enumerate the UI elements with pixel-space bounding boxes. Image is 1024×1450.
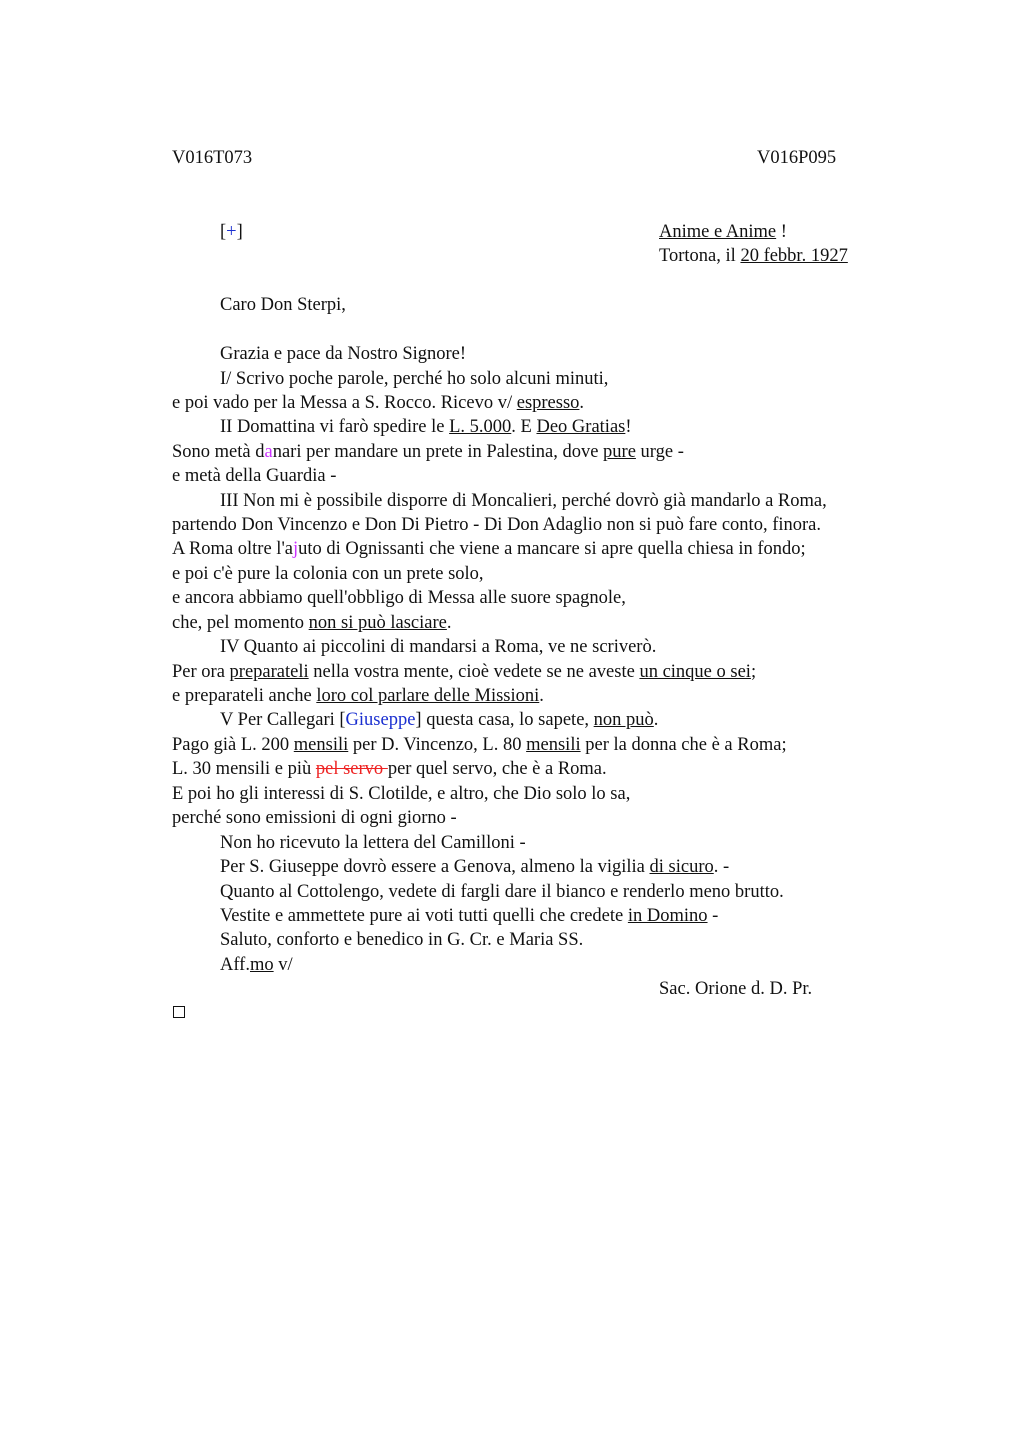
letter-date: 20 febbr. 1927 xyxy=(740,246,848,266)
cross-icon: + xyxy=(226,222,237,242)
closing: Aff.mo v/ xyxy=(220,955,293,975)
body-line: Sono metà danari per mandare un prete in Palestina, dove pure urge - xyxy=(172,442,684,462)
correction-mark: j xyxy=(293,539,299,559)
motto-text: Anime e Anime xyxy=(659,222,777,242)
place-text: Tortona, il xyxy=(659,246,741,266)
body-line: Saluto, conforto e benedico in G. Cr. e Maria SS. xyxy=(220,930,584,950)
body-line: che, pel momento non si può lasciare. xyxy=(172,613,452,633)
body-line: e ancora abbiamo quell'obbligo di Messa alle suore spagnole, xyxy=(172,588,626,608)
body-line: A Roma oltre l'ajuto di Ognissanti che viene a mancare si apre quella chiesa in fondo; xyxy=(172,539,806,559)
deleted-text: pel servo xyxy=(315,759,388,779)
body-line: Per S. Giuseppe dovrò essere a Genova, almeno la vigilia di sicuro. - xyxy=(220,857,730,877)
body-line: L. 30 mensili e più pel servo per quel servo, che è a Roma. xyxy=(172,759,607,779)
cross-bracket-open: [ xyxy=(220,222,227,242)
body-line: I/ Scrivo poche parole, perché ho solo alcuni minuti, xyxy=(220,369,609,389)
motto-suffix: ! xyxy=(776,222,787,242)
body-line: e poi c'è pure la colonia con un prete solo, xyxy=(172,564,484,584)
end-box-icon xyxy=(173,1006,185,1018)
body-line: Quanto al Cottolengo, vedete di fargli dare il bianco e renderlo meno brutto. xyxy=(220,882,784,902)
salutation: Caro Don Sterpi, xyxy=(220,295,346,315)
cross-bracket-close: ] xyxy=(236,222,243,242)
signature: Sac. Orione d. D. Pr. xyxy=(659,979,813,999)
body-line: Non ho ricevuto la lettera del Camilloni - xyxy=(220,833,526,853)
body-line: III Non mi è possibile disporre di Moncalieri, perché dovrò già mandarlo a Roma, xyxy=(220,491,827,511)
body-line: Vestite e ammettete pure ai voti tutti quelli che credete in Domino - xyxy=(220,906,719,926)
body-line: Per ora preparateli nella vostra mente, cioè vedete se ne aveste un cinque o sei; xyxy=(172,662,757,682)
body-line: perché sono emissioni di ogni giorno - xyxy=(172,808,457,828)
document-code-left: V016T073 xyxy=(172,148,253,168)
body-line: II Domattina vi farò spedire le L. 5.000. E Deo Gratias! xyxy=(220,417,632,437)
body-line: e metà della Guardia - xyxy=(172,466,337,486)
place-date xyxy=(659,244,848,268)
body-line: e poi vado per la Messa a S. Rocco. Ricevo v/ espresso. xyxy=(172,393,585,413)
body-line: Pago già L. 200 mensili per D. Vincenzo, L. 80 mensili per la donna che è a Roma; xyxy=(172,735,787,755)
body-line: e preparateli anche loro col parlare delle Missioni. xyxy=(172,686,544,706)
body-line: V Per Callegari [Giuseppe] questa casa, lo sapete, non può. xyxy=(220,710,659,730)
body-line: partendo Don Vincenzo e Don Di Pietro - Di Don Adaglio non si può fare conto, finora. xyxy=(172,515,821,535)
motto xyxy=(659,220,787,244)
cross-mark xyxy=(220,220,243,244)
correction-mark: a xyxy=(264,442,273,462)
body-line: IV Quanto ai piccolini di mandarsi a Roma, ve ne scriverò. xyxy=(220,637,657,657)
document-code-right: V016P095 xyxy=(757,148,837,168)
body-line: E poi ho gli interessi di S. Clotilde, e altro, che Dio solo lo sa, xyxy=(172,784,631,804)
greeting: Grazia e pace da Nostro Signore! xyxy=(220,344,467,364)
editorial-insertion: Giuseppe xyxy=(345,710,416,730)
